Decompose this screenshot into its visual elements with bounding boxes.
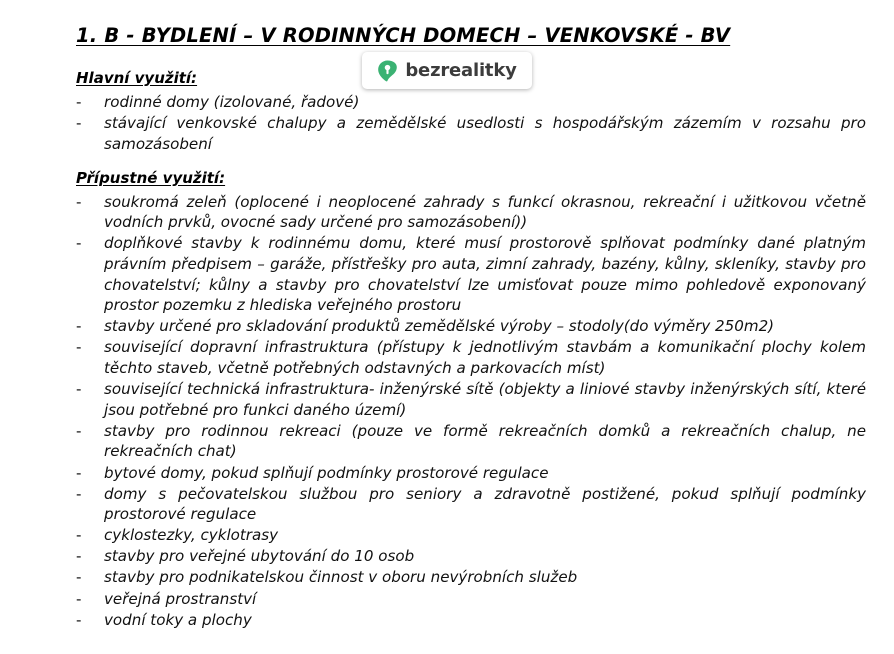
- list-item: - související dopravní infrastruktura (přístupy k jednotlivým stavbám a komunikační plochy kolem těchto staveb, včetně potřebných odstavných a parkovacích míst): [76, 337, 866, 378]
- map-pin-keyhole-icon: [377, 60, 398, 82]
- list-item: - související technická infrastruktura- inženýrské sítě (objekty a liniové stavby inženýrských sítí, které jsou potřebné pro funkci daného území): [76, 379, 866, 420]
- list-item: - rodinné domy (izolované, řadové): [76, 92, 866, 113]
- list-item: - soukromá zeleň (oplocené i neoplocené zahrady s funkcí okrasnou, rekreační i užitkovou včetně vodních prvků, ovocné sady určené pro samozásobení)): [76, 192, 866, 233]
- document-body: [76, 68, 866, 631]
- section-pripustne-vyuziti-list: [76, 192, 866, 630]
- page-title: 1. B - BYDLENÍ – V RODINNÝCH DOMECH – VENKOVSKÉ - BV: [76, 24, 731, 47]
- list-item: - bytové domy, pokud splňují podmínky prostorové regulace: [76, 463, 866, 484]
- bezrealitky-wordmark: bezrealitky: [405, 59, 517, 81]
- list-item: - domy s pečovatelskou službou pro seniory a zdravotně postižené, pokud splňují podmínky prostorové regulace: [76, 484, 866, 525]
- section-pripustne-vyuziti-header: [76, 168, 866, 192]
- list-item: - stavby určené pro skladování produktů zemědělské výroby – stodoly(do výměry 250m2): [76, 316, 866, 337]
- bezrealitky-watermark: [362, 52, 532, 89]
- list-item: - cyklostezky, cyklotrasy: [76, 525, 866, 546]
- list-item: - vodní toky a plochy: [76, 610, 866, 631]
- list-item: - stavby pro rodinnou rekreaci (pouze ve formě rekreačních domků a rekreačních chalup, ne rekreačních chat): [76, 421, 866, 462]
- section-hlavni-vyuziti-list: [76, 92, 866, 154]
- section-divider-space: [76, 155, 866, 168]
- list-item: - doplňkové stavby k rodinnému domu, které musí prostorově splňovat podmínky dané platným právním předpisem – garáže, přístřešky pro auta, zimní zahrady, bazény, kůlny, skleníky, stavby pro chovatelství; kůlny a stavby pro chovatelství lze umisťovat pouze mimo pohledově exponovaný prostor pozemku z hlediska veřejného prostoru: [76, 233, 866, 315]
- list-item: - stavby pro veřejné ubytování do 10 osob: [76, 546, 866, 567]
- section-heading: Hlavní využití:: [76, 69, 198, 87]
- list-item: - stavby pro podnikatelskou činnost v oboru nevýrobních služeb: [76, 567, 866, 588]
- list-item: - veřejná prostranství: [76, 589, 866, 610]
- list-item: - stávající venkovské chalupy a zemědělské usedlosti s hospodářským zázemím v rozsahu pro samozásobení: [76, 113, 866, 154]
- section-heading: Přípustné využití:: [76, 168, 226, 187]
